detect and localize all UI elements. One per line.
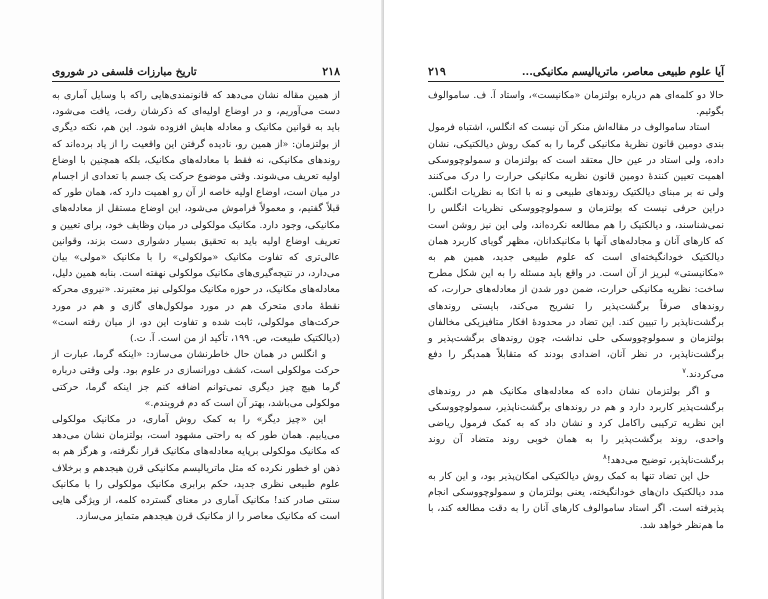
footnote-marker-1: ۷ <box>682 367 686 376</box>
left-page-header <box>52 58 340 82</box>
left-page-number: ۲۱۸ <box>322 65 340 78</box>
left-page-body <box>52 88 340 525</box>
right-page <box>384 0 768 599</box>
left-paragraph-1: از همین مقاله نشان می‌دهد که قانونمندی‌هایی راکه با وسایل آماری به دست می‌آوریم، و در اوضاع اولیه‌ای که ذکرشان رفت، یافت می‌شود، باید به قوانین مکانیک و معادله هایش افزوده شود. این هم، نکته دیگری از بولتزمان: «از همین رو، نادیده گرفتن این واقعیت را از یاد برده‌اند که روندهای مکانیکی، نه فقط با معادله‌های مکانیک، بلکه همچنین با اوضاع اولیه تعریف می‌شوند. وقتی موضوع حرکت یک جسم با تعدادی از اجسام در میان است، اوضاع اولیه خاصه از آن رو اهمیت دارد که، همان طور که قبلاً گفتیم، و معمولاً فراموش می‌شود، این اوضاع مستقل از معادله‌های مکانیکی، وجود دارد. مکانیک مولکولی در میان وظایف خود، برای تعیین و تعریف اوضاع اولیه باید به تحقیق بسیار دشواری دست بزند، وقوانین عالی‌تری که تفاوت مکانیک «مولکولی» را با مکانیک «مولی» بیان می‌دارد، در نتیجه‌گیری‌های مکانیک مولکولی نهفته است. بنابه همین دلیل، معادله‌های مکانیک، در حوزه مکانیک مولکولی نیز معتبرند. «نیروی محرکه نقطهٔ مادی متحرک هم در مورد مولکول‌های گازی و هم در مورد حرکت‌های مولکولی، ثابت شده و تفاوت این دو، از میان رفته است» (دیالکتیک طبیعت، ص. ۱۹۹، تأکید از من است. آ. ت.) <box>52 90 340 345</box>
right-paragraph-2-text: استاد ساموالوف در مقاله‌اش منکر آن نیست که انگلس، اشتباه فرمول بندی دومین قانون نظریهٔ مکانیکی گرما را به کمک روش دیالکتیکی، نشان داده، ولی استاد در عین حال معتقد است که بولتزمان و سمولوچووسکی اهمیت تعیین کنندهٔ دومین قانون نظریه مکانیکی حرارت را درک می‌کنند ولی نه بر مبنای دیالکتیک روندهای طبیعی و نه با اتکا به نظریات انگلس. دراین حرفی نیست که بولتزمان و سمولوچووسکی نظریات انگلس را نمی‌شناسند، و دیالکتیک را هم مطالعه نکرده‌اند، ولی این نیز روشن است که کارهای آنان و مجادله‌های آنها با مکانیکدانان، مظهر گویای کاربرد همان دیالکتیک خودانگیخته‌ای است که علوم طبیعی جدید، همین هم به «مکانیستی» لبریز از آن است. در واقع باید مسئله را به این شکل مطرح ساخت: نظریه مکانیکی حرارت، ضمن دور شدن از معادله‌های حرارت، که روندهای صرفاً برگشت‌پذیر را تشریح می‌کند، بایستی روندهای برگشت‌ناپذیر را تبیین کند. این تضاد در محدودهٔ افکار متافیزیکی مخالفان بولتزمان و سمولوچووسکی حلی نداشت، چون روندهای برگشت‌پذیر و برگشت‌ناپذیر، در نظر آنان، اضدادی بودند که متقابلاً همدیگر را دفع می‌کردند. <box>428 122 724 381</box>
right-paragraph-3 <box>428 384 724 469</box>
right-page-body <box>428 88 724 534</box>
right-paragraph-4: حل این تضاد تنها به کمک روش دیالکتیکی امکان‌پذیر بود، و این کار به مدد دیالکتیک دان‌های خودانگیخته، یعنی بولتزمان و سمولوچووسکی انجام پذیرفته است. اگر استاد ساموالوف کارهای آنان را به دقت مطالعه کند، با ما هم‌نظر خواهد شد. <box>428 471 724 531</box>
right-page-header <box>428 58 724 82</box>
right-running-title: آیا علوم طبیعی معاصر، ماتریالیسم مکانیکی... <box>521 66 724 78</box>
right-paragraph-1: حالا دو کلمه‌ای هم درباره بولتزمان «مکانیست»، واستاد آ. ف. ساموالوف بگوئیم. <box>428 90 724 118</box>
right-paragraph-2 <box>428 120 724 383</box>
left-paragraph-3: این «چیز دیگر» را به کمک روش آماری، در مکانیک مولکولی می‌یابیم. همان طور که به راحتی مشهود است، بولتزمان نشان می‌دهد که مکانیک مولکولی برپایه معادله‌های مکانیک قرار نگرفته، و هرگز هم به ذهن او خطور نکرده که مثل ماتریالیسم مکانیکی قرن هیجدهم و برخلاف علوم طبیعی نظری جدید، حکم برابری مکانیک مولکولی را با مکانیک سنتی صادر کند! مکانیک آماری در معنای گسترده کلمه، از ویژگی هایی است که مکانیک معاصر را از مکانیک قرن هیجدهم متمایز می‌سازد. <box>52 414 340 523</box>
right-paragraph-3-text: و اگر بولتزمان نشان داده که معادله‌های مکانیک هم در روندهای برگشت‌پذیر کاربرد دارد و هم در روندهای برگشت‌ناپذیر، سمولوچووسکی این نظریه ترکیبی راکامل کرد و نشان داد که به کمک فرمول ریاضی واحدی، روند برگشت‌پذیر را به همان خوبی روند متضاد آن روند برگشت‌ناپذیر، توضیح می‌دهد! <box>428 385 724 466</box>
left-running-title: تاریخ مبارزات فلسفی در شوروی <box>52 66 197 78</box>
right-page-number: ۲۱۹ <box>428 65 446 78</box>
left-paragraph-2: و انگلس در همان حال خاطرنشان می‌سازد: «اینکه گرما، عبارت از حرکت مولکولی است، کشف دورانسازی در علوم بود. ولی وقتی درباره گرما هیچ چیز دیگری نمی‌توانم اضافه کنم جز اینکه گرما، حرکتی مولکولی می‌باشد، بهتر آن است که دم فروبندم.» <box>52 349 340 409</box>
footnote-marker-2: ۸ <box>603 452 607 461</box>
